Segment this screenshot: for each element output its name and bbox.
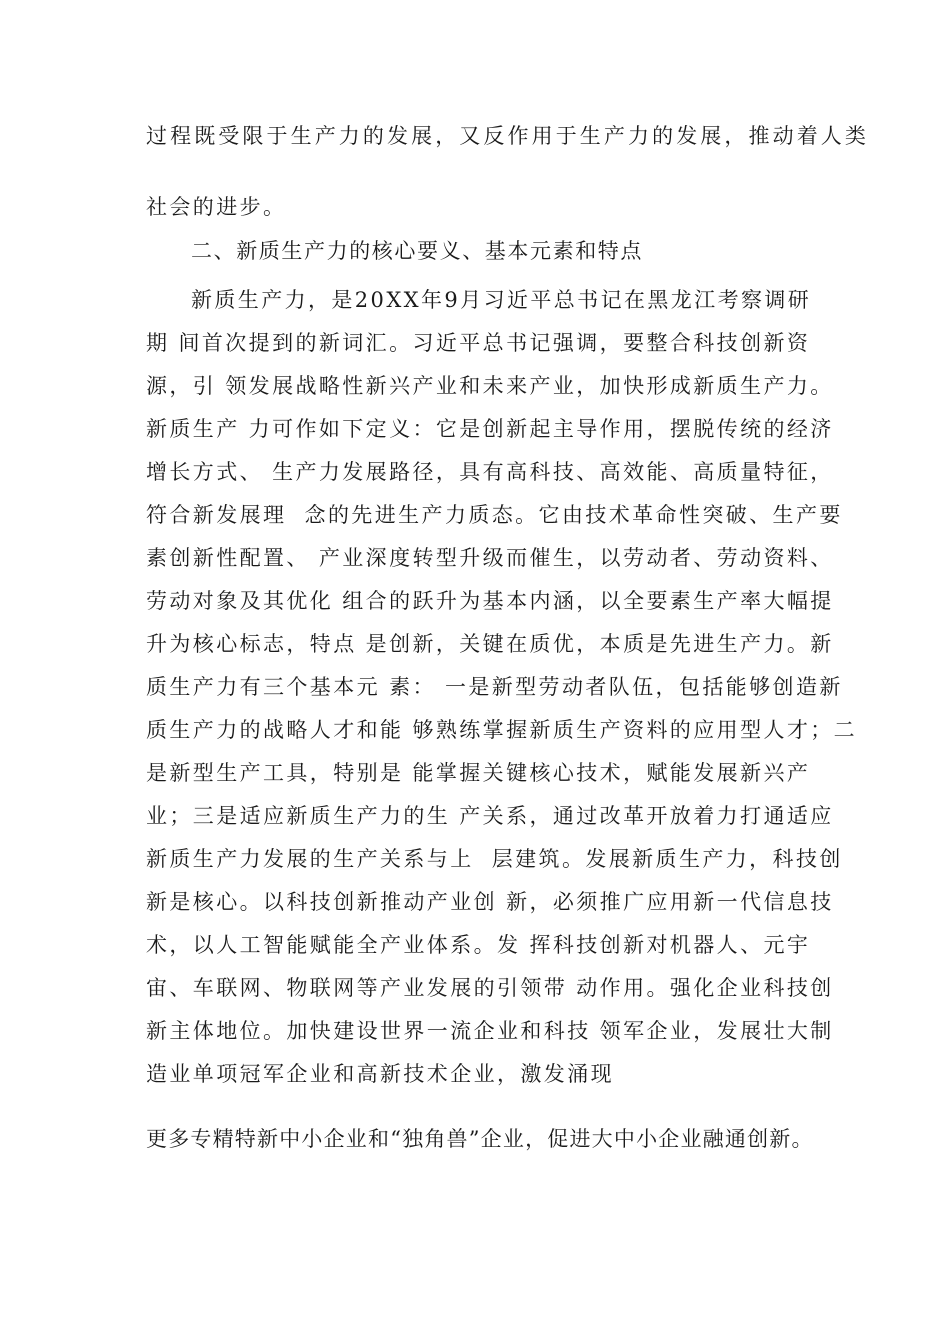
- body-line-12: 是新型生产工具，特别是 能掌握关键核心技术，赋能发展新兴产: [146, 761, 811, 785]
- section-heading: 二、新质生产力的核心要义、基本元素和特点: [191, 239, 643, 263]
- body-line-19: 造业单项冠军企业和高新技术企业，激发涌现: [146, 1062, 614, 1086]
- body-line-14: 新质生产力发展的生产关系与上 层建筑。发展新质生产力，科技创: [146, 847, 843, 871]
- body-line-3: 源，引 领发展战略性新兴产业和未来产业，加快形成新质生产力。: [146, 374, 834, 398]
- intro-line-1: 过程既受限于生产力的发展，又反作用于生产力的发展，推动着人类: [146, 124, 869, 148]
- body-line-4: 新质生产 力可作如下定义：它是创新起主导作用，摆脱传统的经济: [146, 417, 834, 441]
- body-line-18: 新主体地位。加快建设世界一流企业和科技 领军企业，发展壮大制: [146, 1019, 834, 1043]
- body-line-15: 新是核心。以科技创新推动产业创 新，必须推广应用新一代信息技: [146, 890, 834, 914]
- body-line-6: 符合新发展理 念的先进生产力质态。它由技术革命性突破、生产要: [146, 503, 843, 527]
- body-line-11: 质生产力的战略人才和能 够熟练掌握新质生产资料的应用型人才；二: [146, 718, 858, 742]
- body-line-7: 素创新性配置、 产业深度转型升级而催生，以劳动者、劳动资料、: [146, 546, 834, 570]
- body-line-9: 升为核心标志，特点 是创新，关键在质优，本质是先进生产力。新: [146, 632, 834, 656]
- closing-line: 更多专精特新中小企业和“独角兽”企业，促进大中小企业融通创新。: [146, 1127, 814, 1151]
- body-line-10: 质生产力有三个基本元 素： 一是新型劳动者队伍，包括能够创造新: [146, 675, 843, 699]
- intro-line-2: 社会的进步。: [146, 195, 287, 219]
- body-line-16: 术，以人工智能赋能全产业体系。发 挥科技创新对机器人、元宇: [146, 933, 811, 957]
- body-line-13: 业；三是适应新质生产力的生 产关系，通过改革开放着力打通适应: [146, 804, 834, 828]
- body-line-1: 新质生产力，是20XX年9月习近平总书记在黑龙江考察调研: [191, 288, 812, 312]
- body-line-8: 劳动对象及其优化 组合的跃升为基本内涵，以全要素生产率大幅提: [146, 589, 834, 613]
- body-line-2: 期 间首次提到的新词汇。习近平总书记强调，要整合科技创新资: [146, 331, 811, 355]
- body-line-5: 增长方式、 生产力发展路径，具有高科技、高效能、高质量特征，: [146, 460, 834, 484]
- body-line-17: 宙、车联网、物联网等产业发展的引领带 动作用。强化企业科技创: [146, 976, 834, 1000]
